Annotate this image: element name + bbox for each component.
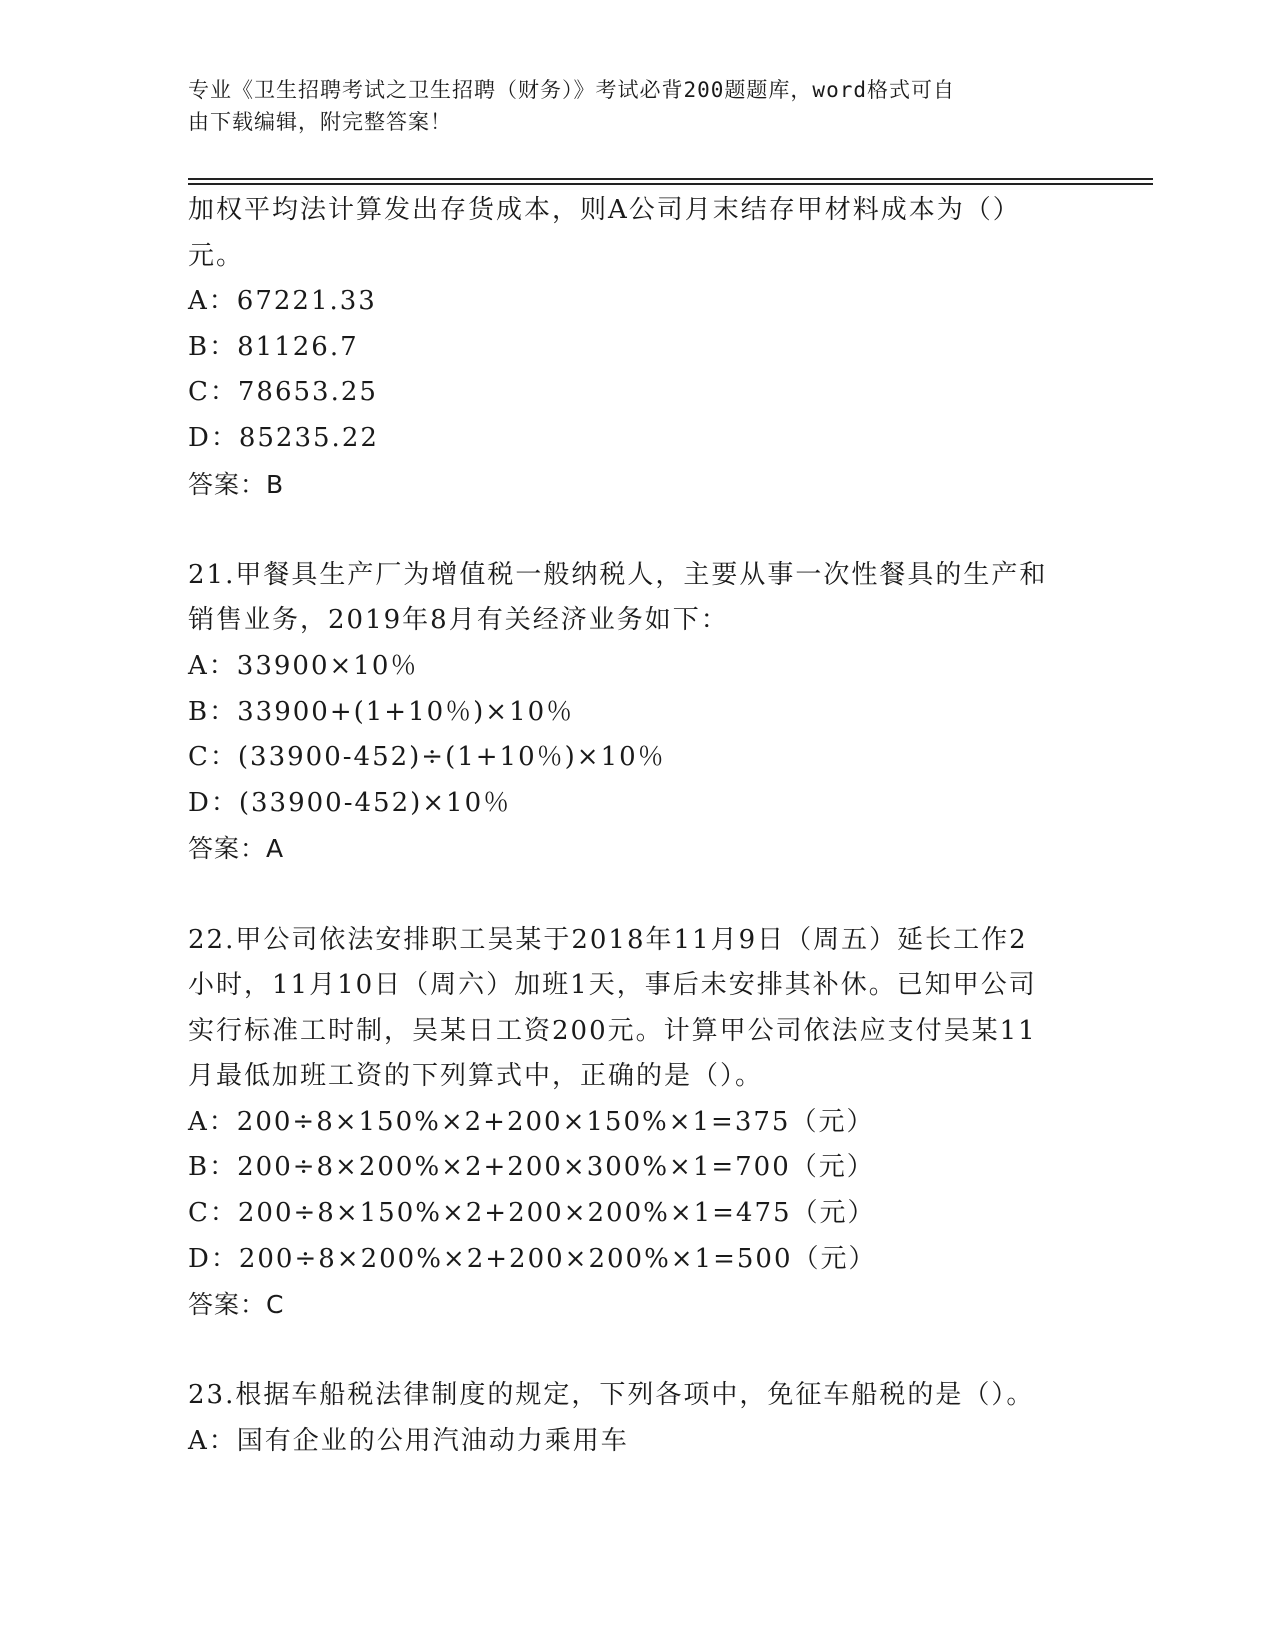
header-divider-bottom [188,183,1153,185]
option-d: D：(33900-452)×10％ [188,787,512,818]
question-stem-line: 销售业务，2019年8月有关经济业务如下： [188,605,729,636]
option-a: A：33900×10％ [188,650,419,681]
header-line-2: 由下载编辑，附完整答案！ [188,110,452,134]
option-b: B：200÷8×200%×2+200×300%×1=700（元） [188,1152,875,1183]
answer-line: 答案：A [188,834,285,864]
question-stem-line: 22.甲公司依法安排职工吴某于2018年11月9日（周五）延长工作2 [188,924,1028,955]
option-a: A：200÷8×150%×2+200×150%×1=375（元） [188,1106,875,1137]
question-22 [188,918,1088,1328]
answer-line: 答案：B [188,469,285,499]
question-21 [188,553,1088,872]
question-20 [188,188,1088,507]
option-d: D：85235.22 [188,422,379,453]
question-stem-line: 元。 [188,240,245,271]
question-spacer [188,1328,1088,1374]
question-23 [188,1373,1088,1464]
question-stem-line: 实行标准工时制，吴某日工资200元。计算甲公司依法应支付吴某11 [188,1015,1037,1046]
option-d: D：200÷8×200%×2+200×200%×1=500（元） [188,1243,877,1274]
option-c: C：200÷8×150%×2+200×200%×1=475（元） [188,1198,876,1229]
answer-line: 答案：C [188,1290,285,1320]
option-b: B：81126.7 [188,331,359,362]
question-list [188,188,1088,1465]
header-divider-top [188,178,1153,180]
option-c: C：(33900-452)÷(1+10％)×10％ [188,742,666,773]
document-header [188,74,1068,138]
option-a: A：67221.33 [188,286,377,317]
question-spacer [188,507,1088,553]
question-stem-line: 21.甲餐具生产厂为增值税一般纳税人，主要从事一次性餐具的生产和 [188,559,1048,590]
question-spacer [188,872,1088,918]
question-stem-line: 加权平均法计算发出存货成本，则A公司月末结存甲材料成本为（） [188,195,1021,225]
option-a: A：国有企业的公用汽油动力乘用车 [188,1426,629,1457]
question-stem-line: 月最低加班工资的下列算式中，正确的是（）。 [188,1061,764,1092]
question-stem-line: 小时，11月10日（周六）加班1天，事后未安排其补休。已知甲公司 [188,970,1037,1001]
question-stem-line: 23.根据车船税法律制度的规定，下列各项中，免征车船税的是（）。 [188,1380,1035,1411]
option-b: B：33900+(1+10％)×10％ [188,696,575,727]
option-c: C：78653.25 [188,377,378,408]
header-line-1: 专业《卫生招聘考试之卫生招聘（财务）》考试必背200题题库，word格式可自 [188,78,955,102]
